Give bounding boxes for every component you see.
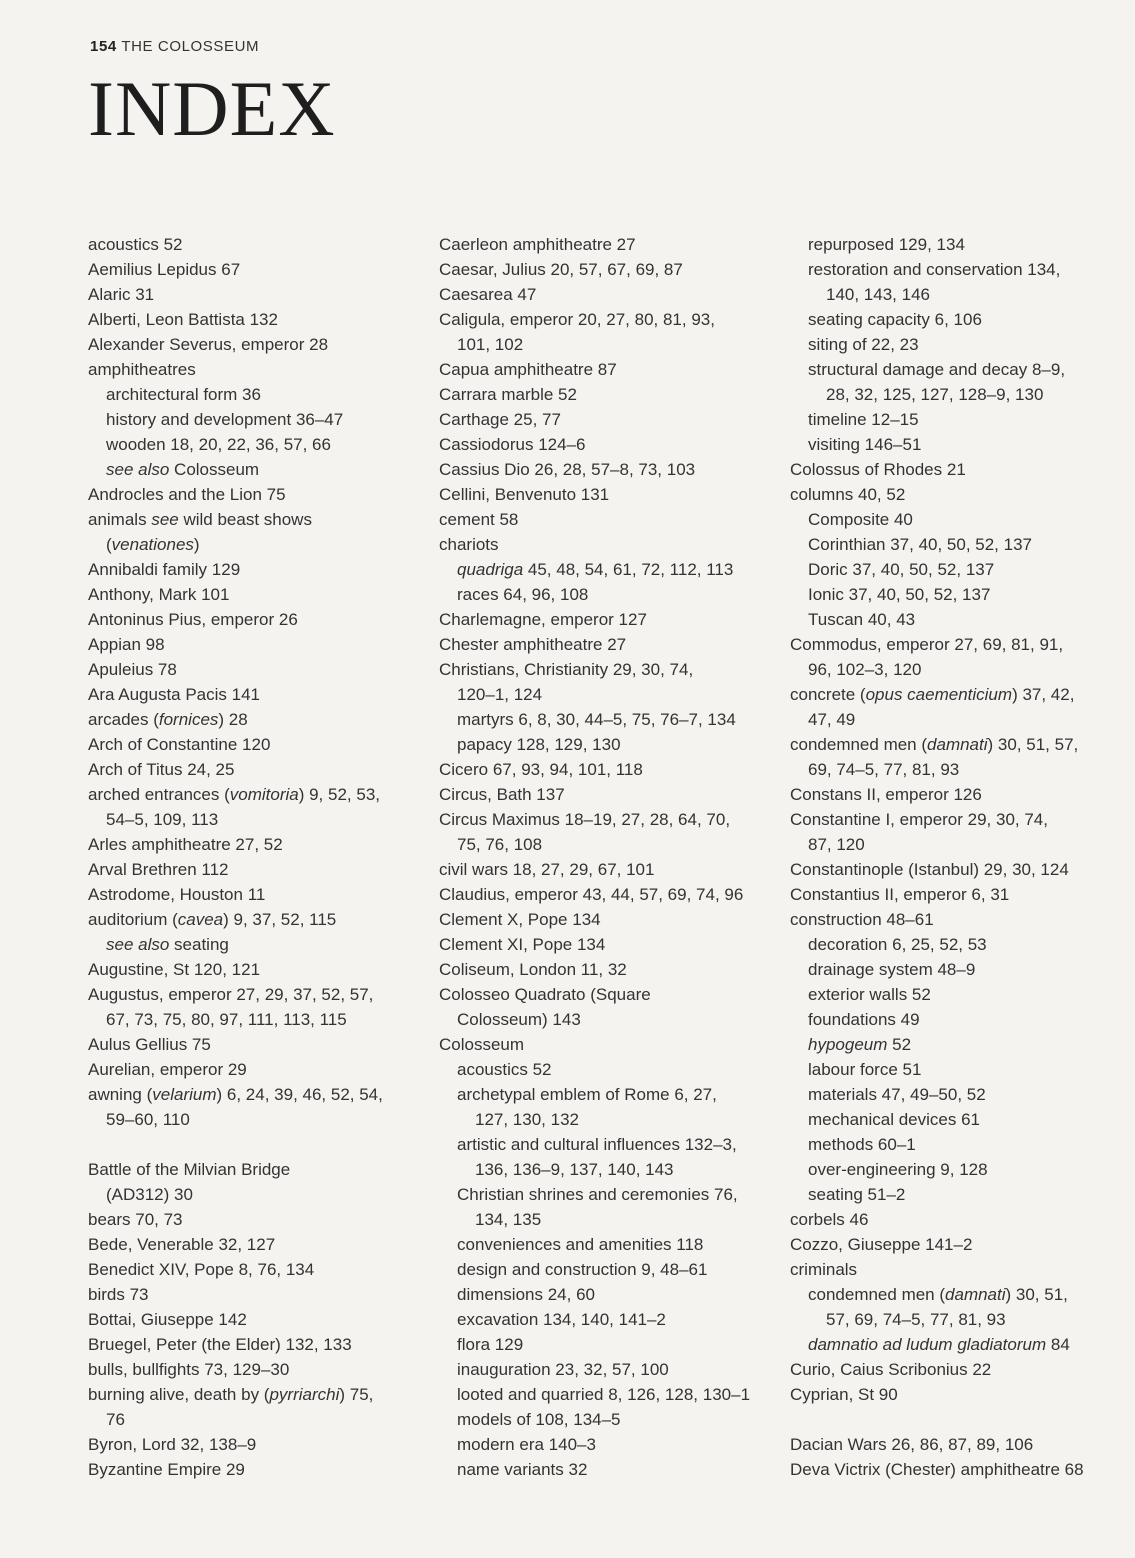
index-entry: Cassius Dio 26, 28, 57–8, 73, 103 [439, 460, 696, 479]
entry-text: arched entrances ( [88, 785, 230, 804]
index-entry: Deva Victrix (Chester) amphitheatre 68 [790, 1460, 1084, 1479]
entry-italic-text: hypogeum [808, 1035, 888, 1054]
index-entry: Ara Augusta Pacis 141 [88, 685, 261, 704]
index-subentry: races 64, 96, 108 [457, 585, 589, 604]
index-entry: Clement XI, Pope 134 [439, 935, 606, 954]
index-entry: Commodus, emperor 27, 69, 81, 91, [790, 635, 1064, 654]
entry-text: ) 9, 37, 52, 115 [223, 910, 337, 929]
index-entry: Byron, Lord 32, 138–9 [88, 1435, 257, 1454]
entry-italic-text: fornices [158, 710, 219, 729]
letter-group-gap [88, 1132, 428, 1157]
index-subentry: Corinthian 37, 40, 50, 52, 137 [808, 535, 1032, 554]
entry-text: condemned men ( [808, 1285, 946, 1304]
entry-text: ) 6, 24, 39, 46, 52, 54, [216, 1085, 383, 1104]
index-entry: Aemilius Lepidus 67 [88, 260, 241, 279]
entry-italic-text: see also [106, 460, 170, 479]
index-entry: Caesar, Julius 20, 57, 67, 69, 87 [439, 260, 683, 279]
index-column-2 [439, 232, 784, 1482]
index-entry: Arch of Titus 24, 25 [88, 760, 235, 779]
index-entry: bears 70, 73 [88, 1210, 183, 1229]
index-entry: Colossus of Rhodes 21 [790, 460, 966, 479]
index-subentry: 127, 130, 132 [475, 1110, 579, 1129]
index-subentry: seating 51–2 [808, 1185, 906, 1204]
index-subentry: 136, 136–9, 137, 140, 143 [475, 1160, 674, 1179]
entry-text: animals [88, 510, 152, 529]
entry-italic-text: velarium [152, 1085, 217, 1104]
index-subentry [88, 932, 428, 957]
index-entry: birds 73 [88, 1285, 149, 1304]
entry-italic-text: quadriga [457, 560, 524, 579]
index-subentry: timeline 12–15 [808, 410, 919, 429]
index-subentry: 54–5, 109, 113 [106, 810, 219, 829]
index-entry: columns 40, 52 [790, 485, 906, 504]
entry-text: condemned men ( [790, 735, 928, 754]
index-subentry: drainage system 48–9 [808, 960, 976, 979]
index-entry: amphitheatres [88, 360, 196, 379]
index-entry: Christians, Christianity 29, 30, 74, [439, 660, 694, 679]
index-entry: Apuleius 78 [88, 660, 177, 679]
index-subentry: over-engineering 9, 128 [808, 1160, 988, 1179]
index-entry: Androcles and the Lion 75 [88, 485, 286, 504]
index-subentry: name variants 32 [457, 1460, 588, 1479]
entry-text: ( [106, 535, 112, 554]
entry-italic-text: damnati [945, 1285, 1006, 1304]
entry-italic-text: see [151, 510, 179, 529]
index-entry: Bottai, Giuseppe 142 [88, 1310, 247, 1329]
index-subentry: models of 108, 134–5 [457, 1410, 621, 1429]
index-subentry: 75, 76, 108 [457, 835, 543, 854]
index-entry: Battle of the Milvian Bridge [88, 1160, 291, 1179]
index-entry: Appian 98 [88, 635, 165, 654]
index-entry: Augustine, St 120, 121 [88, 960, 261, 979]
index-entry: acoustics 52 [88, 235, 183, 254]
entry-text: 52 [887, 1035, 912, 1054]
entry-text: arcades ( [88, 710, 159, 729]
index-subentry: 101, 102 [457, 335, 524, 354]
index-subentry: decoration 6, 25, 52, 53 [808, 935, 987, 954]
index-entry: Constantine I, emperor 29, 30, 74, [790, 810, 1048, 829]
index-entry [790, 732, 1130, 757]
index-subentry: methods 60–1 [808, 1135, 916, 1154]
index-subentry [439, 557, 784, 582]
index-subentry: martyrs 6, 8, 30, 44–5, 75, 76–7, 134 [457, 710, 736, 729]
letter-group-gap [790, 1407, 1130, 1432]
index-entry: Cassiodorus 124–6 [439, 435, 586, 454]
index-entry: corbels 46 [790, 1210, 869, 1229]
entry-italic-text: venationes [111, 535, 194, 554]
index-entry: Alberti, Leon Battista 132 [88, 310, 278, 329]
entry-italic-text: see also [106, 935, 170, 954]
index-subentry: mechanical devices 61 [808, 1110, 980, 1129]
index-entry: Circus Maximus 18–19, 27, 28, 64, 70, [439, 810, 731, 829]
entry-text: ) [193, 535, 200, 554]
index-subentry: excavation 134, 140, 141–2 [457, 1310, 666, 1329]
entry-italic-text: damnatio ad ludum gladiatorum [808, 1335, 1047, 1354]
index-entry: Anthony, Mark 101 [88, 585, 230, 604]
index-entry: Bede, Venerable 32, 127 [88, 1235, 276, 1254]
index-subentry: 76 [106, 1410, 125, 1429]
index-subentry: 87, 120 [808, 835, 865, 854]
index-entry: Caerleon amphitheatre 27 [439, 235, 636, 254]
index-entry [88, 1382, 428, 1407]
index-entry [88, 1082, 428, 1107]
entry-text: 45, 48, 54, 61, 72, 112, 113 [523, 560, 734, 579]
index-subentry: artistic and cultural influences 132–3, [457, 1135, 737, 1154]
index-subentry: 120–1, 124 [457, 685, 543, 704]
entry-text: auditorium ( [88, 910, 178, 929]
book-title: THE COLOSSEUM [121, 38, 260, 55]
index-entry: cement 58 [439, 510, 519, 529]
index-entry: Chester amphitheatre 27 [439, 635, 627, 654]
entry-text: ) 30, 51, 57, [987, 735, 1079, 754]
index-entry [88, 907, 428, 932]
index-subentry: 96, 102–3, 120 [808, 660, 922, 679]
entry-text: ) 37, 42, [1012, 685, 1075, 704]
index-entry: Cozzo, Giuseppe 141–2 [790, 1235, 973, 1254]
index-entry: Circus, Bath 137 [439, 785, 565, 804]
running-header [90, 38, 259, 55]
index-entry: Alaric 31 [88, 285, 155, 304]
index-entry: Astrodome, Houston 11 [88, 885, 266, 904]
index-entry: Constantius II, emperor 6, 31 [790, 885, 1010, 904]
index-entry: Colosseo Quadrato (Square [439, 985, 651, 1004]
entry-text: ) 28 [218, 710, 248, 729]
index-subentry: seating capacity 6, 106 [808, 310, 982, 329]
index-subentry: structural damage and decay 8–9, [808, 360, 1066, 379]
index-entry: Cyprian, St 90 [790, 1385, 898, 1404]
index-entry [88, 782, 428, 807]
index-subentry: architectural form 36 [106, 385, 261, 404]
index-subentry: 57, 69, 74–5, 77, 81, 93 [826, 1310, 1006, 1329]
index-entry: Carrara marble 52 [439, 385, 577, 404]
index-entry: Dacian Wars 26, 86, 87, 89, 106 [790, 1435, 1034, 1454]
index-entry: Aulus Gellius 75 [88, 1035, 211, 1054]
index-subentry: visiting 146–51 [808, 435, 922, 454]
index-entry: Carthage 25, 77 [439, 410, 561, 429]
index-entry: Cicero 67, 93, 94, 101, 118 [439, 760, 643, 779]
entry-text: ) 30, 51, [1005, 1285, 1068, 1304]
index-entry: bulls, bullfights 73, 129–30 [88, 1360, 290, 1379]
index-subentry: 67, 73, 75, 80, 97, 111, 113, 115 [106, 1010, 347, 1029]
index-subentry: Christian shrines and ceremonies 76, [457, 1185, 738, 1204]
index-subentry [790, 1332, 1130, 1357]
index-subentry: 47, 49 [808, 710, 856, 729]
index-entry [790, 682, 1130, 707]
entry-text: concrete ( [790, 685, 866, 704]
index-subentry: Colosseum) 143 [457, 1010, 581, 1029]
index-subentry: acoustics 52 [457, 1060, 552, 1079]
index-subentry [88, 532, 428, 557]
index-subentry: siting of 22, 23 [808, 335, 919, 354]
entry-text: ) 75, [339, 1385, 374, 1404]
index-subentry: restoration and conservation 134, [808, 260, 1061, 279]
index-subentry: Ionic 37, 40, 50, 52, 137 [808, 585, 991, 604]
index-subentry: 140, 143, 146 [826, 285, 930, 304]
index-subentry: history and development 36–47 [106, 410, 344, 429]
index-subentry [790, 1032, 1130, 1057]
index-entry: Aurelian, emperor 29 [88, 1060, 247, 1079]
index-entry: Arles amphitheatre 27, 52 [88, 835, 283, 854]
index-entry: construction 48–61 [790, 910, 934, 929]
index-entry: Arch of Constantine 120 [88, 735, 271, 754]
index-subentry: 134, 135 [475, 1210, 542, 1229]
index-subentry: looted and quarried 8, 126, 128, 130–1 [457, 1385, 751, 1404]
index-subentry: conveniences and amenities 118 [457, 1235, 704, 1254]
entry-italic-text: damnati [927, 735, 988, 754]
index-entry: Charlemagne, emperor 127 [439, 610, 647, 629]
page-number: 154 [90, 38, 117, 55]
index-subentry [88, 457, 428, 482]
entry-italic-text: opus caementicium [865, 685, 1013, 704]
index-entry: civil wars 18, 27, 29, 67, 101 [439, 860, 655, 879]
entry-italic-text: vomitoria [229, 785, 299, 804]
index-subentry: repurposed 129, 134 [808, 235, 965, 254]
index-entry: Caligula, emperor 20, 27, 80, 81, 93, [439, 310, 715, 329]
index-entry: Bruegel, Peter (the Elder) 132, 133 [88, 1335, 352, 1354]
index-subentry: Composite 40 [808, 510, 913, 529]
index-entry: Antoninus Pius, emperor 26 [88, 610, 298, 629]
index-entry: Clement X, Pope 134 [439, 910, 601, 929]
index-subentry: wooden 18, 20, 22, 36, 57, 66 [106, 435, 331, 454]
index-subentry: (AD312) 30 [106, 1185, 193, 1204]
index-subentry: 59–60, 110 [106, 1110, 190, 1129]
index-subentry: dimensions 24, 60 [457, 1285, 595, 1304]
index-subentry: materials 47, 49–50, 52 [808, 1085, 986, 1104]
index-entry: criminals [790, 1260, 858, 1279]
entry-text: awning ( [88, 1085, 153, 1104]
index-column-3 [790, 232, 1130, 1482]
entry-text: burning alive, death by ( [88, 1385, 270, 1404]
index-subentry: foundations 49 [808, 1010, 920, 1029]
index-subentry [790, 1282, 1130, 1307]
index-entry: Cellini, Benvenuto 131 [439, 485, 610, 504]
index-entry: chariots [439, 535, 499, 554]
index-subentry: exterior walls 52 [808, 985, 931, 1004]
index-subentry: flora 129 [457, 1335, 524, 1354]
index-subentry: 28, 32, 125, 127, 128–9, 130 [826, 385, 1044, 404]
index-entry: Arval Brethren 112 [88, 860, 229, 879]
index-entry: Constantinople (Istanbul) 29, 30, 124 [790, 860, 1069, 879]
index-entry: Annibaldi family 129 [88, 560, 241, 579]
index-entry: Claudius, emperor 43, 44, 57, 69, 74, 96 [439, 885, 744, 904]
index-entry [88, 707, 428, 732]
index-subentry: inauguration 23, 32, 57, 100 [457, 1360, 669, 1379]
entry-text: seating [169, 935, 229, 954]
index-subentry: archetypal emblem of Rome 6, 27, [457, 1085, 717, 1104]
index-entry: Benedict XIV, Pope 8, 76, 134 [88, 1260, 315, 1279]
index-entry: Byzantine Empire 29 [88, 1460, 245, 1479]
index-entry: Augustus, emperor 27, 29, 37, 52, 57, [88, 985, 374, 1004]
index-column-1 [88, 232, 428, 1482]
index-subentry: Doric 37, 40, 50, 52, 137 [808, 560, 995, 579]
entry-text: wild beast shows [178, 510, 312, 529]
entry-italic-text: cavea [177, 910, 224, 929]
entry-text: 84 [1046, 1335, 1070, 1354]
index-subentry: Tuscan 40, 43 [808, 610, 916, 629]
index-subentry: papacy 128, 129, 130 [457, 735, 621, 754]
index-entry: Colosseum [439, 1035, 525, 1054]
index-entry: Constans II, emperor 126 [790, 785, 982, 804]
index-subentry: 69, 74–5, 77, 81, 93 [808, 760, 960, 779]
index-subentry: modern era 140–3 [457, 1435, 596, 1454]
index-entry: Coliseum, London 11, 32 [439, 960, 627, 979]
index-entry: Capua amphitheatre 87 [439, 360, 617, 379]
entry-italic-text: pyrriarchi [269, 1385, 340, 1404]
page-title: INDEX [88, 65, 336, 152]
entry-text: Colosseum [169, 460, 260, 479]
index-entry [88, 507, 428, 532]
index-subentry: labour force 51 [808, 1060, 922, 1079]
index-entry: Alexander Severus, emperor 28 [88, 335, 329, 354]
index-subentry: design and construction 9, 48–61 [457, 1260, 708, 1279]
entry-text: ) 9, 52, 53, [298, 785, 380, 804]
index-entry: Caesarea 47 [439, 285, 537, 304]
index-entry: Curio, Caius Scribonius 22 [790, 1360, 992, 1379]
